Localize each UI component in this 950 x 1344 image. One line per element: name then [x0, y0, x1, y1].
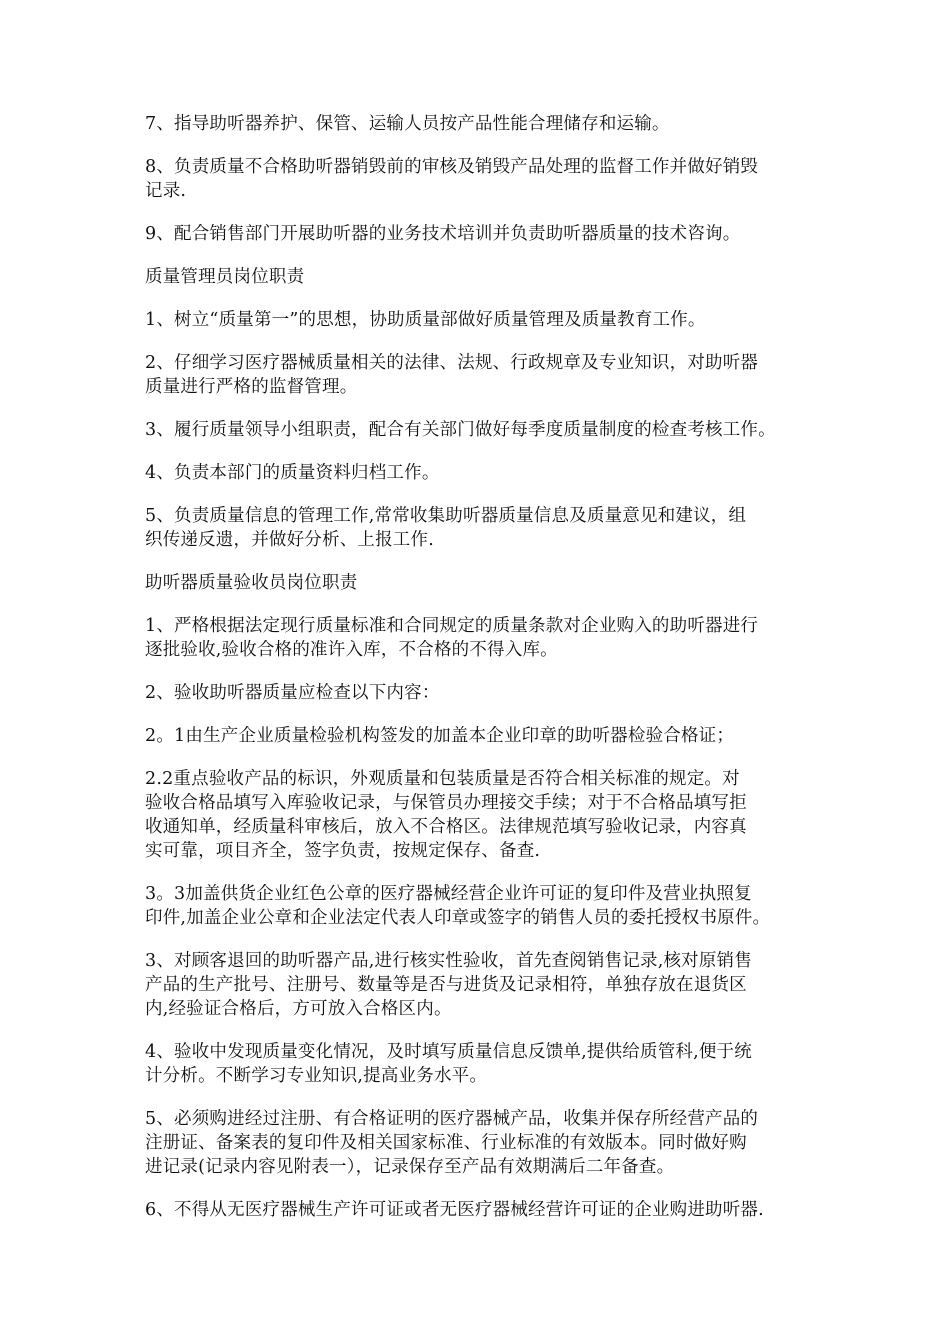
text-line: 产品的生产批号、注册号、数量等是否与进货及记录相符，单独存放在退货区 — [145, 975, 747, 995]
text-line: 印件,加盖企业公章和企业法定代表人印章或签字的销售人员的委托授权书原件。 — [145, 908, 771, 928]
text-line: 2、验收助听器质量应检查以下内容： — [145, 683, 440, 703]
list-item — [145, 351, 825, 399]
list-item — [145, 681, 825, 705]
list-item — [145, 504, 825, 552]
list-item — [145, 882, 825, 930]
list-item — [145, 949, 825, 1021]
text-line: 4、负责本部门的质量资料归档工作。 — [145, 463, 440, 483]
list-item — [145, 418, 825, 442]
list-item — [145, 1040, 825, 1088]
text-line: 记录. — [145, 181, 187, 201]
text-line: 质量进行严格的监督管理。 — [145, 377, 358, 397]
list-item — [145, 222, 825, 246]
list-item — [145, 461, 825, 485]
section-heading — [145, 265, 825, 289]
text-line: 2.2重点验收产品的标识，外观质量和包装质量是否符合相关标准的规定。对 — [145, 769, 740, 789]
text-line: 质量管理员岗位职责 — [145, 267, 305, 287]
text-line: 6、不得从无医疗器械生产许可证或者无医疗器械经营许可证的企业购进助听器. — [145, 1200, 764, 1220]
text-line: 3。3加盖供货企业红色公章的医疗器械经营企业许可证的复印件及营业执照复 — [145, 884, 752, 904]
text-line: 织传递反遗，并做好分析、上报工作. — [145, 530, 434, 550]
text-line: 验收合格品填写入库验收记录，与保管员办理接交手续；对于不合格品填写拒 — [145, 793, 747, 813]
text-line: 5、必须购进经过注册、有合格证明的医疗器械产品，收集并保存所经营产品的 — [145, 1109, 759, 1129]
list-item — [145, 614, 825, 662]
text-line: 3、对顾客退回的助听器产品,进行核实性验收，首先查阅销售记录,核对原销售 — [145, 951, 752, 971]
text-line: 7、指导助听器养护、保管、运输人员按产品性能合理储存和运输。 — [145, 114, 670, 134]
section-heading — [145, 571, 825, 595]
text-line: 4、验收中发现质量变化情况，及时填写质量信息反馈单,提供给质管科,便于统 — [145, 1042, 752, 1062]
text-line: 9、配合销售部门开展助听器的业务技术培训并负责助听器质量的技术咨询。 — [145, 224, 741, 244]
text-line: 5、负责质量信息的管理工作,常常收集助听器质量信息及质量意见和建议，组 — [145, 506, 747, 526]
list-item — [145, 155, 825, 203]
text-line: 3、履行质量领导小组职责，配合有关部门做好每季度质量制度的检查考核工作。 — [145, 420, 776, 440]
text-line: 8、负责质量不合格助听器销毁前的审核及销毁产品处理的监督工作并做好销毁 — [145, 157, 759, 177]
text-line: 助听器质量验收员岗位职责 — [145, 573, 358, 593]
text-line: 计分析。不断学习专业知识,提高业务水平。 — [145, 1066, 488, 1086]
text-line: 内,经验证合格后，方可放入合格区内。 — [145, 999, 452, 1019]
list-item — [145, 1107, 825, 1179]
list-item — [145, 112, 825, 136]
text-line: 2。1由生产企业质量检验机构签发的加盖本企业印章的助听器检验合格证； — [145, 726, 735, 746]
text-line: 进记录(记录内容见附表一），记录保存至产品有效期满后二年备查。 — [145, 1157, 675, 1177]
list-item — [145, 724, 825, 748]
list-item — [145, 767, 825, 863]
text-line: 1、严格根据法定现行质量标准和合同规定的质量条款对企业购入的助听器进行 — [145, 616, 759, 636]
text-line: 1、树立“质量第一”的思想，协助质量部做好质量管理及质量教育工作。 — [145, 310, 706, 330]
text-line: 收通知单，经质量科审核后，放入不合格区。法律规范填写验收记录，内容真 — [145, 817, 747, 837]
text-line: 注册证、备案表的复印件及相关国家标准、行业标准的有效版本。同时做好购 — [145, 1133, 747, 1153]
text-line: 实可靠，项目齐全，签字负责，按规定保存、备查. — [145, 841, 541, 861]
list-item — [145, 308, 825, 332]
text-line: 2、仔细学习医疗器械质量相关的法律、法规、行政规章及专业知识，对助听器 — [145, 353, 759, 373]
document-body — [145, 112, 825, 1241]
list-item — [145, 1198, 825, 1222]
text-line: 逐批验收,验收合格的准许入库，不合格的不得入库。 — [145, 640, 558, 660]
